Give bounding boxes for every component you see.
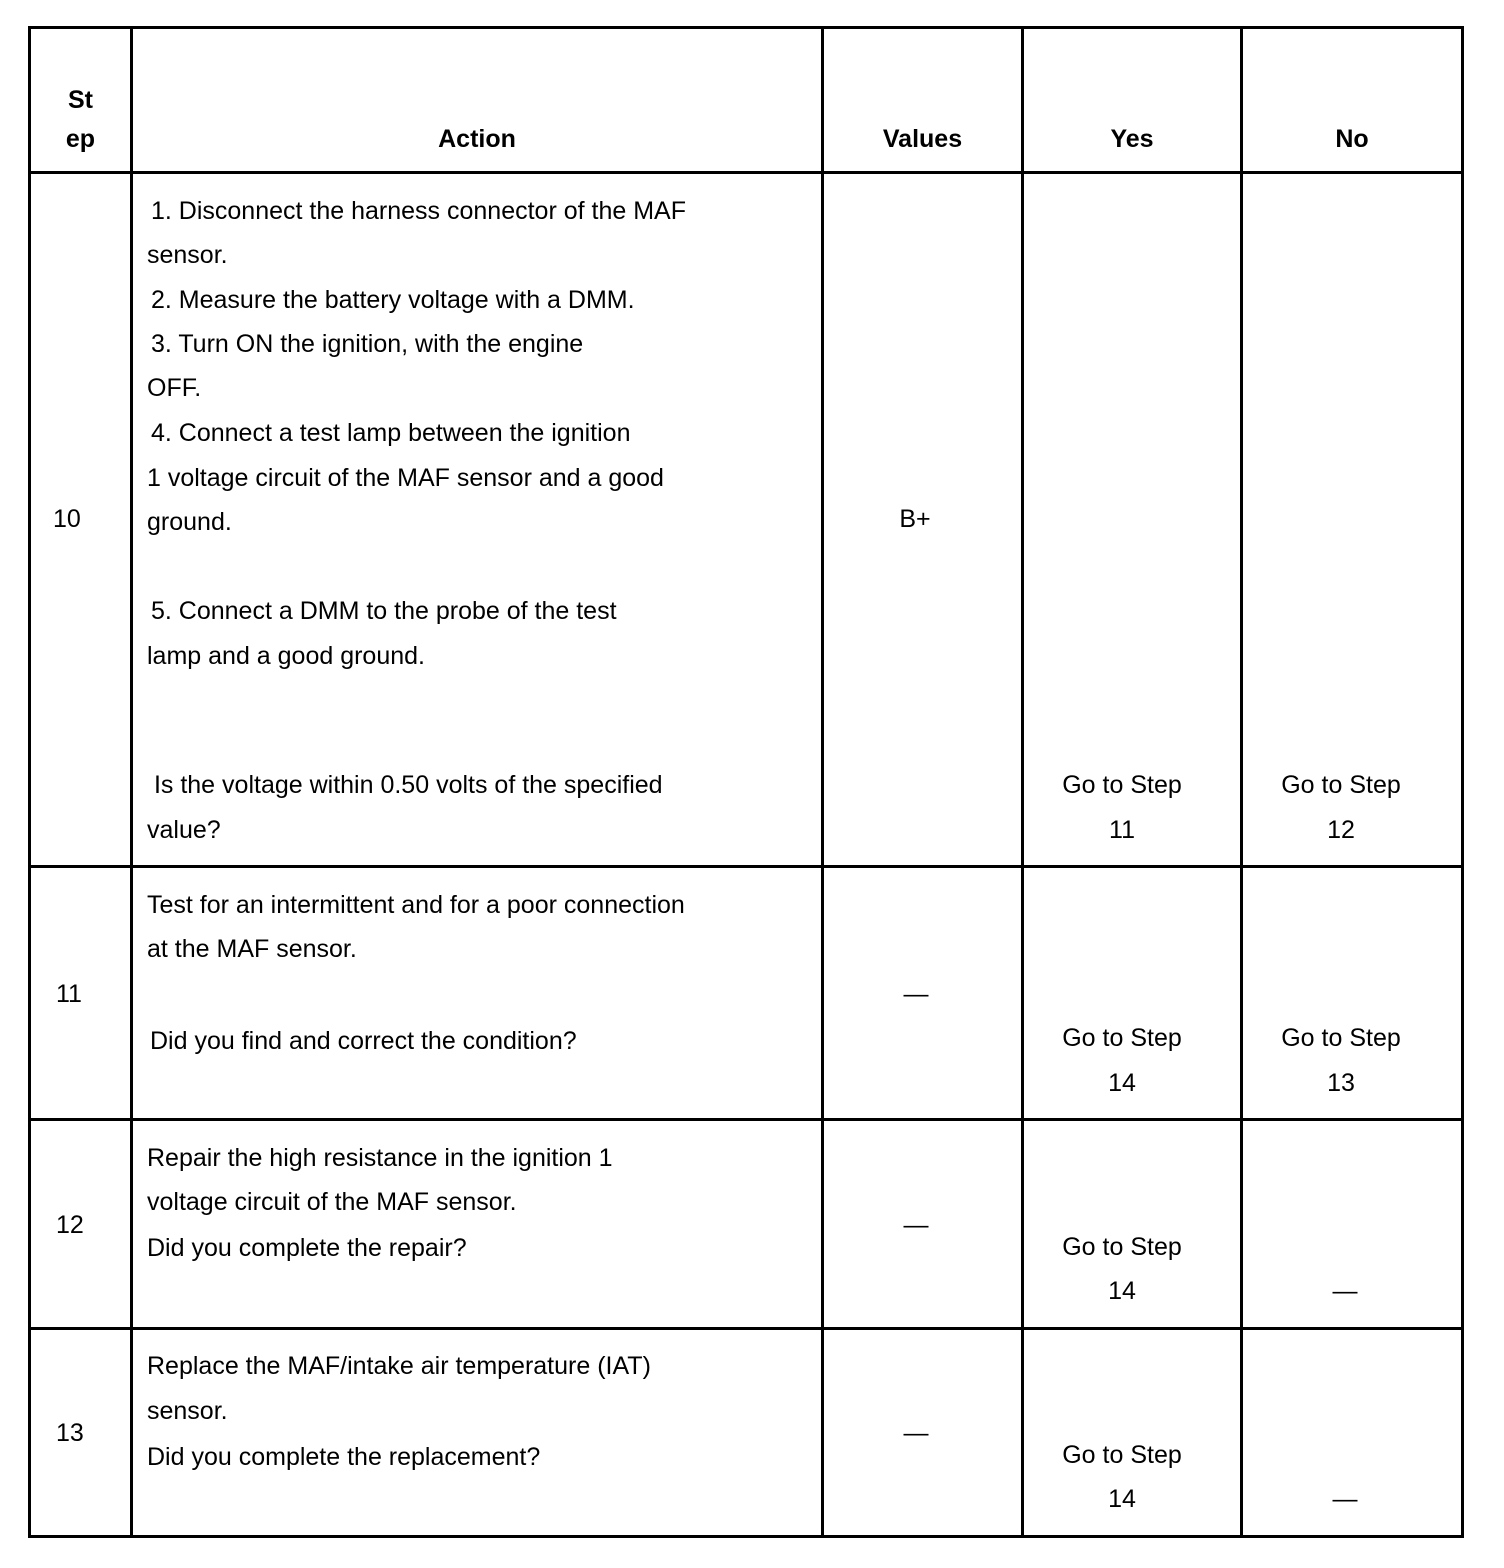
column-divider [821,26,824,1538]
action-line: 1 voltage circuit of the MAF sensor and a good [147,464,664,492]
table-border-bottom [28,1535,1464,1538]
table-border-right [1461,26,1464,1538]
action-line: voltage circuit of the MAF sensor. [147,1188,517,1216]
action-line: sensor. [147,1397,228,1425]
action-line: OFF. [147,374,202,402]
row-divider [28,1118,1464,1121]
header-yes: Yes [1110,125,1154,153]
action-line: at the MAF sensor. [147,935,357,963]
value-cell: — [903,1419,929,1447]
header-divider [28,171,1464,174]
value-cell: B+ [899,505,931,533]
value-cell: — [903,1211,929,1239]
header-step-line2: ep [65,125,96,153]
action-line: sensor. [147,241,228,269]
step-number: 10 [53,505,81,533]
action-line: Repair the high resistance in the ignition 1 [147,1144,613,1172]
row-divider [28,865,1464,868]
action-line: Replace the MAF/intake air temperature (IAT) [147,1352,651,1380]
no-dash: — [1332,1277,1358,1305]
action-line: lamp and a good ground. [147,642,425,670]
value-cell: — [903,980,929,1008]
table-border-left [28,26,31,1538]
action-line: ground. [147,508,232,536]
no-goto-step: 13 [1327,1069,1355,1097]
header-action: Action [438,125,516,153]
header-step-line1: St [68,86,93,114]
yes-goto: Go to Step [1062,771,1182,799]
header-values: Values [882,125,963,153]
action-question: Is the voltage within 0.50 volts of the specified [147,771,663,799]
yes-goto-step: 11 [1109,816,1135,844]
yes-goto-step: 14 [1108,1485,1136,1513]
action-line: 3. Turn ON the ignition, with the engine [151,330,584,358]
step-number: 13 [56,1419,84,1447]
yes-goto: Go to Step [1062,1024,1182,1052]
action-question: Did you find and correct the condition? [150,1027,577,1055]
yes-goto-step: 14 [1108,1069,1136,1097]
action-line: 1. Disconnect the harness connector of the MAF [151,197,686,225]
header-no: No [1335,125,1369,153]
step-number: 12 [56,1211,84,1239]
table-border-top [28,26,1464,29]
column-divider [130,26,133,1538]
no-goto: Go to Step [1281,771,1401,799]
action-line: Test for an intermittent and for a poor connection [147,891,685,919]
yes-goto-step: 14 [1108,1277,1136,1305]
step-number: 11 [56,980,82,1008]
action-line: 2. Measure the battery voltage with a DMM. [151,286,635,314]
action-question: value? [147,816,221,844]
yes-goto: Go to Step [1062,1441,1182,1469]
action-question: Did you complete the replacement? [147,1443,541,1471]
no-goto-step: 12 [1327,816,1355,844]
yes-goto: Go to Step [1062,1233,1182,1261]
action-question: Did you complete the repair? [147,1234,467,1262]
action-line: 5. Connect a DMM to the probe of the test [151,597,617,625]
no-goto: Go to Step [1281,1024,1401,1052]
action-line: 4. Connect a test lamp between the ignition [151,419,631,447]
row-divider [28,1327,1464,1330]
no-dash: — [1332,1485,1358,1513]
